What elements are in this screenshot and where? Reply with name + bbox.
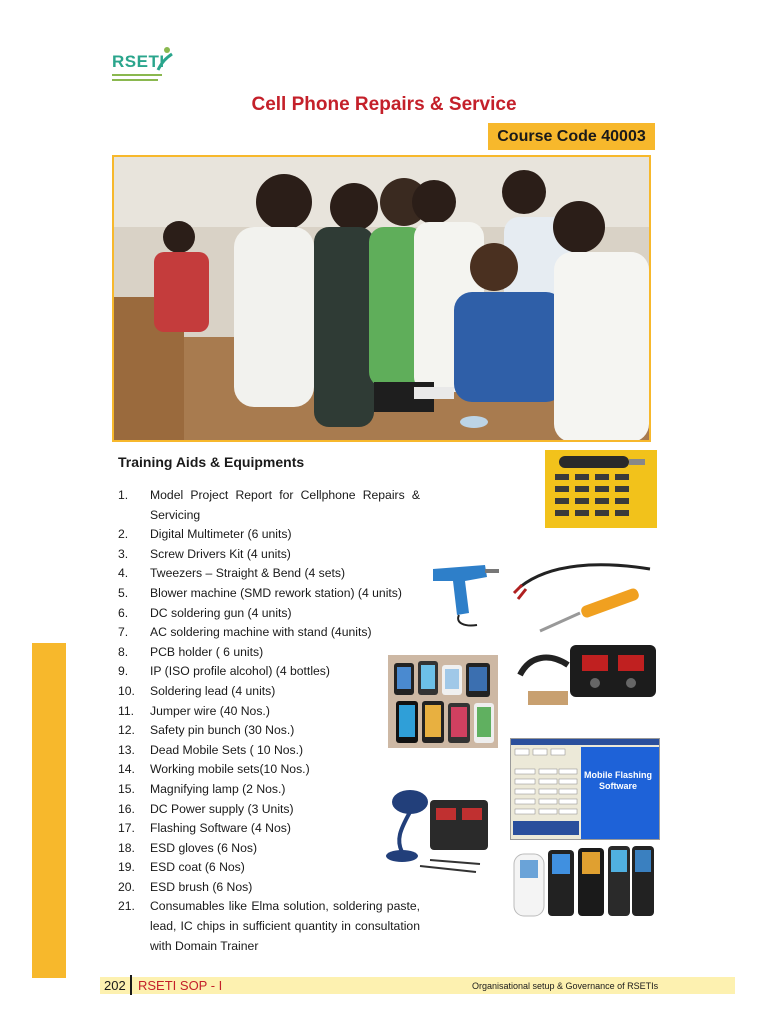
item-number: 21. — [118, 899, 135, 914]
item-text: ESD brush (6 Nos) — [150, 879, 253, 894]
item-text: Soldering lead (4 units) — [150, 683, 276, 698]
item-text: Magnifying lamp (2 Nos.) — [150, 781, 286, 796]
item-number: 16. — [118, 801, 135, 816]
feature-phones-image — [510, 840, 658, 920]
equipment-list — [118, 486, 420, 956]
section-heading: Training Aids & Equipments — [118, 454, 305, 470]
footer-divider — [130, 975, 132, 995]
list-item — [118, 662, 420, 682]
item-number: 17. — [118, 821, 135, 836]
logo-underline — [112, 74, 162, 76]
list-item — [118, 858, 420, 878]
course-code-badge: Course Code 40003 — [488, 123, 655, 150]
item-number: 18. — [118, 840, 135, 855]
logo-figure-icon — [156, 46, 174, 72]
item-number: 6. — [118, 605, 129, 620]
flashing-title-line1: Mobile Flashing — [583, 770, 652, 780]
magnifying-lamp-art — [380, 780, 495, 880]
list-item — [118, 741, 420, 761]
item-text: DC Power supply (3 Units) — [150, 801, 294, 816]
item-number: 11. — [118, 703, 135, 718]
page-title: Cell Phone Repairs & Service — [251, 94, 517, 115]
list-item — [118, 780, 420, 800]
logo-text: RSETI — [112, 52, 165, 71]
list-item — [118, 702, 420, 722]
list-item — [118, 760, 420, 780]
list-item — [118, 878, 420, 898]
item-text: Digital Multimeter (6 units) — [150, 527, 292, 542]
item-text: Jumper wire (40 Nos.) — [150, 703, 270, 718]
list-item — [118, 486, 420, 525]
glue-gun-image — [425, 555, 505, 630]
item-text: Blower machine (SMD rework station) (4 units) — [150, 585, 402, 600]
list-item — [118, 897, 420, 956]
item-text: Dead Mobile Sets ( 10 Nos.) — [150, 742, 304, 757]
item-text: DC soldering gun (4 units) — [150, 605, 292, 620]
item-text: IP (ISO profile alcohol) (4 bottles) — [150, 664, 330, 679]
soldering-gun-image — [510, 553, 660, 635]
list-item — [118, 819, 420, 839]
item-text: Model Project Report for Cellphone Repairs & Servicing — [150, 488, 420, 522]
soldering-station-image — [510, 635, 660, 717]
item-number: 12. — [118, 723, 135, 738]
flashing-title-line2: Software — [598, 781, 637, 791]
item-number: 4. — [118, 566, 129, 581]
classroom-photo — [112, 155, 651, 442]
list-item — [118, 839, 420, 859]
footer-org-text: Organisational setup & Governance of RSETIs — [472, 981, 659, 991]
item-number: 3. — [118, 546, 129, 561]
list-item — [118, 623, 420, 643]
item-text: Working mobile sets(10 Nos.) — [150, 762, 310, 777]
list-item — [118, 682, 420, 702]
list-item — [118, 564, 420, 584]
item-text: ESD gloves (6 Nos) — [150, 840, 258, 855]
item-text: AC soldering machine with stand (4units) — [150, 625, 372, 640]
flashing-software-title — [583, 770, 653, 792]
mobile-phones-art — [388, 655, 498, 748]
item-text: Screw Drivers Kit (4 units) — [150, 546, 291, 561]
item-text: ESD coat (6 Nos) — [150, 860, 245, 875]
soldering-station-art — [510, 635, 660, 717]
list-item — [118, 800, 420, 820]
item-number: 13. — [118, 742, 135, 757]
page-number: 202 — [104, 978, 126, 993]
list-item — [118, 721, 420, 741]
logo-underline-2 — [112, 79, 158, 81]
item-number: 15. — [118, 781, 135, 796]
list-item — [118, 584, 420, 604]
screwdriver-kit-image — [545, 450, 657, 528]
item-number: 10. — [118, 683, 135, 698]
list-item — [118, 545, 420, 565]
list-item — [118, 604, 420, 624]
item-number: 14. — [118, 762, 135, 777]
side-accent-bar — [32, 643, 66, 978]
soldering-gun-art — [510, 553, 660, 635]
footer-sop-label: RSETI SOP - I — [138, 978, 223, 993]
classroom-photo-art — [114, 157, 649, 440]
item-number: 2. — [118, 527, 129, 542]
item-number: 5. — [118, 585, 129, 600]
feature-phones-art — [510, 840, 658, 920]
item-number: 19. — [118, 860, 135, 875]
glue-gun-art — [425, 555, 505, 630]
item-text: Tweezers – Straight & Bend (4 sets) — [150, 566, 346, 581]
item-number: 8. — [118, 644, 129, 659]
list-item — [118, 643, 420, 663]
item-text: Safety pin bunch (30 Nos.) — [150, 723, 295, 738]
mobile-phones-image — [388, 655, 498, 748]
list-item — [118, 525, 420, 545]
item-text: PCB holder ( 6 units) — [150, 644, 264, 659]
screwdriver-kit-art — [545, 450, 657, 528]
item-text: Flashing Software (4 Nos) — [150, 821, 291, 836]
item-number: 9. — [118, 664, 129, 679]
item-number: 1. — [118, 488, 129, 502]
rseti-logo — [112, 46, 172, 86]
magnifying-lamp-image — [380, 780, 495, 880]
item-number: 7. — [118, 625, 129, 640]
item-text: Consumables like Elma solution, soldering paste, lead, IC chips in sufficient quantity in consultation with Domain Trainer — [150, 899, 420, 953]
item-number: 20. — [118, 879, 135, 894]
